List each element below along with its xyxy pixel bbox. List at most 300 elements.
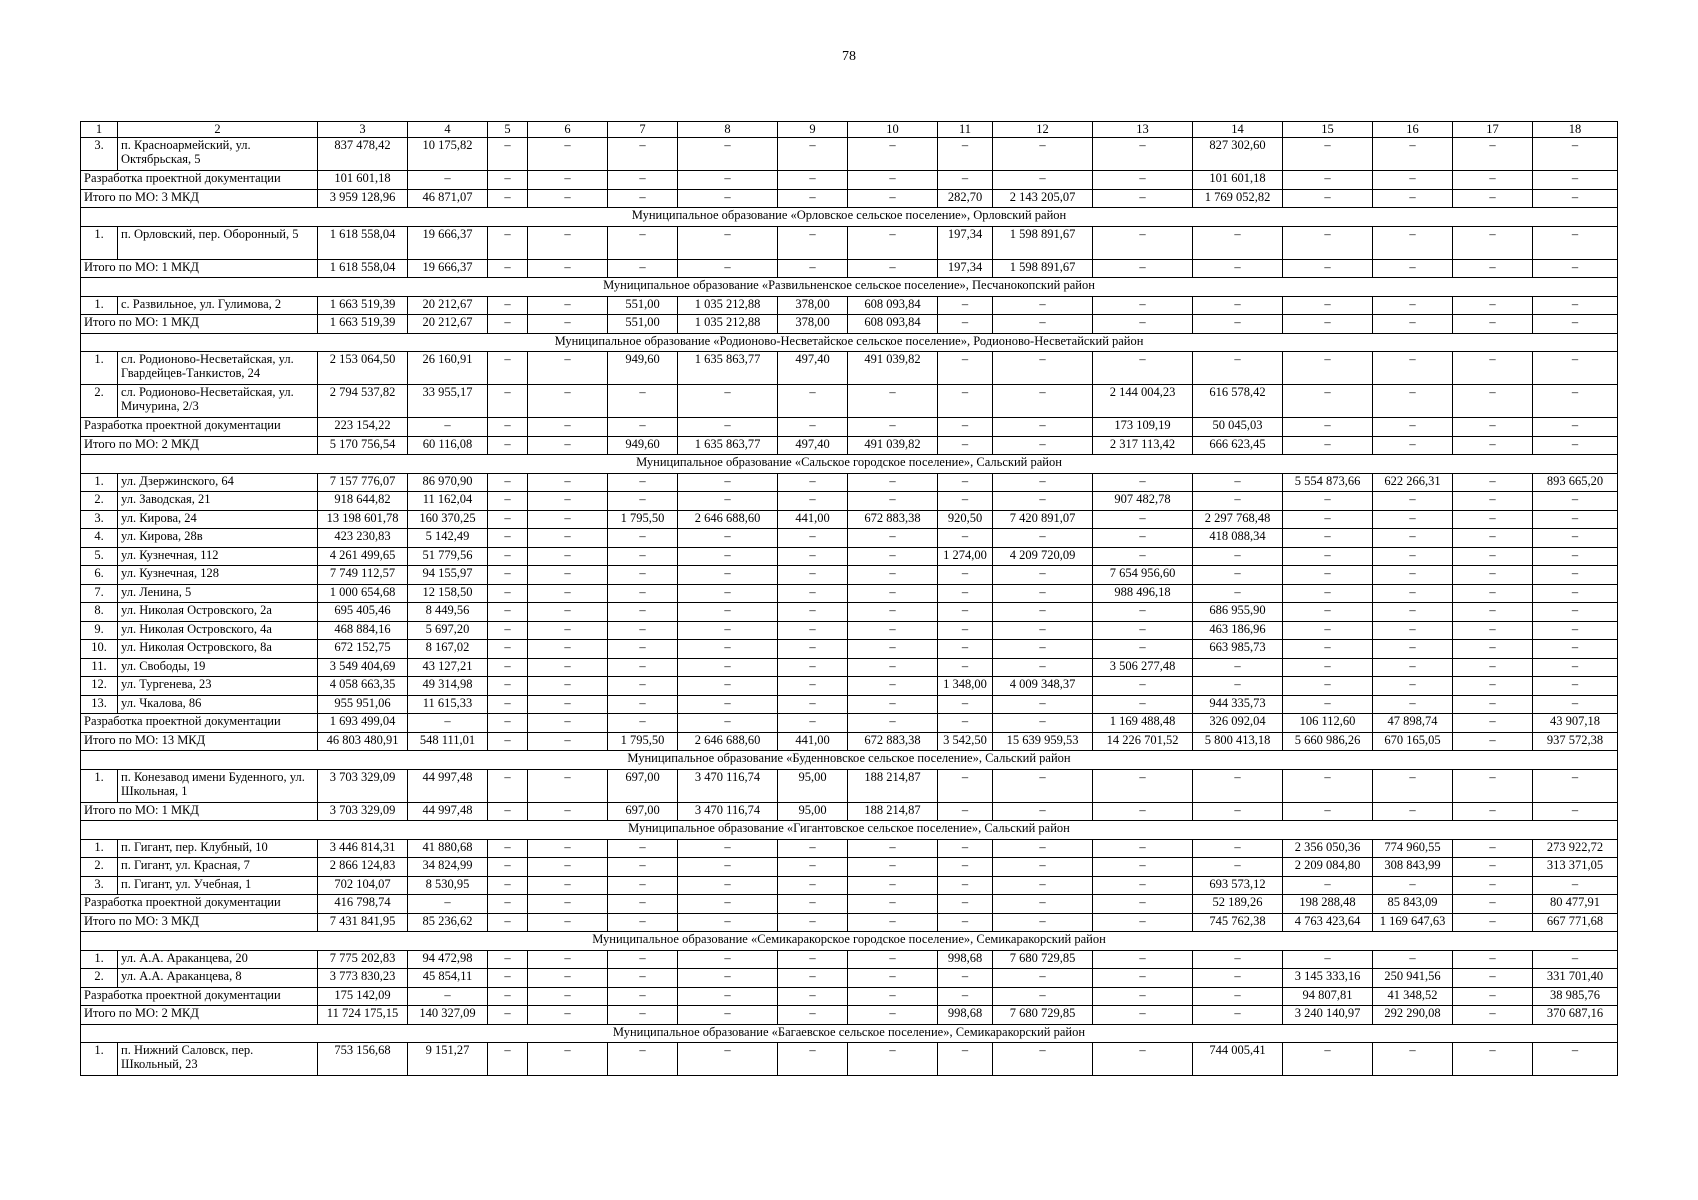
cell-col-13: –: [1093, 640, 1193, 659]
municipality-header-row: [81, 751, 1618, 770]
cell-col-17: –: [1453, 714, 1533, 733]
cell-col-5: –: [488, 529, 528, 548]
cell-col-8: –: [678, 259, 778, 278]
cell-col-18: –: [1533, 492, 1618, 511]
cell-col-3: 13 198 601,78: [318, 510, 408, 529]
cell-col-9: –: [778, 566, 848, 585]
header-cell-14: 14: [1193, 122, 1283, 138]
cell-col-11: –: [938, 418, 993, 437]
cell-col-13: –: [1093, 858, 1193, 877]
cell-col-6: –: [528, 913, 608, 932]
cell-col-11: –: [938, 895, 993, 914]
municipality-title: Муниципальное образование «Буденновское сельское поселение», Сальский район: [81, 751, 1618, 770]
cell-col-3: 7 749 112,57: [318, 566, 408, 585]
cell-col-14: –: [1193, 492, 1283, 511]
header-cell-3: 3: [318, 122, 408, 138]
cell-col-6: –: [528, 418, 608, 437]
cell-col-16: 41 348,52: [1373, 987, 1453, 1006]
cell-col-15: 3 145 333,16: [1283, 969, 1373, 988]
cell-col-7: –: [608, 529, 678, 548]
cell-col-8: –: [678, 1006, 778, 1025]
cell-col-9: –: [778, 385, 848, 418]
cell-col-3: 1 000 654,68: [318, 584, 408, 603]
cell-col-4: 41 880,68: [408, 839, 488, 858]
cell-col-12: –: [993, 695, 1093, 714]
cell-col-4: 49 314,98: [408, 677, 488, 696]
table-row: [81, 492, 1618, 511]
cell-col-5: –: [488, 769, 528, 802]
cell-col-12: –: [993, 621, 1093, 640]
cell-col-16: 622 266,31: [1373, 473, 1453, 492]
table-row: [81, 138, 1618, 171]
cell-col-6: –: [528, 226, 608, 259]
cell-col-9: –: [778, 418, 848, 437]
cell-col-7: –: [608, 492, 678, 511]
municipality-header-row: [81, 932, 1618, 951]
cell-col-4: 12 158,50: [408, 584, 488, 603]
cell-col-6: –: [528, 1006, 608, 1025]
cell-col-13: –: [1093, 895, 1193, 914]
cell-col-3: 7 775 202,83: [318, 950, 408, 969]
cell-col-18: –: [1533, 695, 1618, 714]
cell-col-17: –: [1453, 987, 1533, 1006]
cell-col-4: 20 212,67: [408, 315, 488, 334]
table-row: [81, 839, 1618, 858]
cell-col-13: –: [1093, 802, 1193, 821]
cell-col-7: –: [608, 876, 678, 895]
cell-col-16: 292 290,08: [1373, 1006, 1453, 1025]
cell-col-9: –: [778, 695, 848, 714]
cell-col-18: –: [1533, 189, 1618, 208]
cell-col-8: –: [678, 226, 778, 259]
cell-col-14: 827 302,60: [1193, 138, 1283, 171]
cell-col-3: 4 058 663,35: [318, 677, 408, 696]
cell-col-3: 175 142,09: [318, 987, 408, 1006]
address-cell: ул. Николая Островского, 4а: [118, 621, 318, 640]
cell-col-15: –: [1283, 492, 1373, 511]
cell-col-4: –: [408, 987, 488, 1006]
cell-col-3: 3 773 830,23: [318, 969, 408, 988]
cell-col-9: 497,40: [778, 436, 848, 455]
cell-col-3: 753 156,68: [318, 1043, 408, 1076]
cell-col-17: –: [1453, 226, 1533, 259]
cell-col-7: –: [608, 621, 678, 640]
row-number: 1.: [81, 839, 118, 858]
cell-col-8: 2 646 688,60: [678, 510, 778, 529]
cell-col-18: –: [1533, 658, 1618, 677]
row-number: 6.: [81, 566, 118, 585]
cell-col-13: –: [1093, 695, 1193, 714]
cell-col-8: –: [678, 839, 778, 858]
cell-col-10: –: [848, 566, 938, 585]
cell-col-4: 10 175,82: [408, 138, 488, 171]
cell-col-7: 551,00: [608, 315, 678, 334]
cell-col-17: –: [1453, 259, 1533, 278]
cell-col-14: –: [1193, 315, 1283, 334]
cell-col-11: –: [938, 1043, 993, 1076]
cell-col-17: –: [1453, 510, 1533, 529]
cell-col-3: 672 152,75: [318, 640, 408, 659]
cell-col-10: –: [848, 714, 938, 733]
cell-col-5: –: [488, 858, 528, 877]
cell-col-4: 85 236,62: [408, 913, 488, 932]
cell-col-18: –: [1533, 259, 1618, 278]
cell-col-16: –: [1373, 566, 1453, 585]
cell-col-7: –: [608, 658, 678, 677]
cell-col-11: 998,68: [938, 1006, 993, 1025]
cell-col-14: –: [1193, 769, 1283, 802]
cell-col-14: –: [1193, 473, 1283, 492]
cell-col-16: –: [1373, 385, 1453, 418]
cell-col-3: 11 724 175,15: [318, 1006, 408, 1025]
address-cell: п. Гигант, пер. Клубный, 10: [118, 839, 318, 858]
cell-col-15: –: [1283, 315, 1373, 334]
summary-row: [81, 418, 1618, 437]
cell-col-15: 5 660 986,26: [1283, 732, 1373, 751]
cell-col-8: –: [678, 658, 778, 677]
cell-col-17: –: [1453, 913, 1533, 932]
cell-col-15: –: [1283, 584, 1373, 603]
cell-col-6: –: [528, 969, 608, 988]
municipality-title: Муниципальное образование «Гигантовское сельское поселение», Сальский район: [81, 821, 1618, 840]
cell-col-3: 1 618 558,04: [318, 259, 408, 278]
cell-col-15: –: [1283, 603, 1373, 622]
row-number: 1.: [81, 352, 118, 385]
cell-col-6: –: [528, 876, 608, 895]
header-cell-6: 6: [528, 122, 608, 138]
cell-col-3: 3 446 814,31: [318, 839, 408, 858]
cell-col-5: –: [488, 695, 528, 714]
cell-col-13: 1 169 488,48: [1093, 714, 1193, 733]
cell-col-9: –: [778, 189, 848, 208]
cell-col-5: –: [488, 584, 528, 603]
cell-col-18: 43 907,18: [1533, 714, 1618, 733]
cell-col-6: –: [528, 436, 608, 455]
cell-col-14: –: [1193, 259, 1283, 278]
cell-col-14: 5 800 413,18: [1193, 732, 1283, 751]
cell-col-16: –: [1373, 315, 1453, 334]
header-cell-15: 15: [1283, 122, 1373, 138]
cell-col-13: –: [1093, 1043, 1193, 1076]
cell-col-6: –: [528, 189, 608, 208]
cell-col-9: –: [778, 584, 848, 603]
cell-col-6: –: [528, 640, 608, 659]
cell-col-13: –: [1093, 769, 1193, 802]
header-cell-18: 18: [1533, 122, 1618, 138]
cell-col-16: –: [1373, 677, 1453, 696]
cell-col-7: –: [608, 171, 678, 190]
header-cell-9: 9: [778, 122, 848, 138]
cell-col-11: –: [938, 913, 993, 932]
cell-col-14: –: [1193, 802, 1283, 821]
cell-col-4: 33 955,17: [408, 385, 488, 418]
cell-col-13: 7 654 956,60: [1093, 566, 1193, 585]
cell-col-13: –: [1093, 969, 1193, 988]
cell-col-13: –: [1093, 677, 1193, 696]
cell-col-15: –: [1283, 1043, 1373, 1076]
row-number: 3.: [81, 138, 118, 171]
cell-col-15: –: [1283, 677, 1373, 696]
table-row: [81, 677, 1618, 696]
cell-col-15: –: [1283, 566, 1373, 585]
cell-col-17: –: [1453, 584, 1533, 603]
summary-label: Итого по МО: 1 МКД: [81, 259, 318, 278]
cell-col-15: –: [1283, 259, 1373, 278]
cell-col-9: –: [778, 714, 848, 733]
table-row: [81, 510, 1618, 529]
cell-col-10: –: [848, 171, 938, 190]
cell-col-6: –: [528, 473, 608, 492]
address-cell: п. Гигант, ул. Учебная, 1: [118, 876, 318, 895]
cell-col-10: 491 039,82: [848, 436, 938, 455]
cell-col-13: 173 109,19: [1093, 418, 1193, 437]
cell-col-17: –: [1453, 352, 1533, 385]
cell-col-8: –: [678, 189, 778, 208]
cell-col-13: –: [1093, 138, 1193, 171]
cell-col-11: –: [938, 621, 993, 640]
cell-col-11: –: [938, 858, 993, 877]
cell-col-11: –: [938, 492, 993, 511]
cell-col-15: 3 240 140,97: [1283, 1006, 1373, 1025]
cell-col-8: –: [678, 566, 778, 585]
cell-col-7: –: [608, 987, 678, 1006]
cell-col-5: –: [488, 621, 528, 640]
cell-col-9: 378,00: [778, 315, 848, 334]
cell-col-4: –: [408, 418, 488, 437]
municipality-header-row: [81, 333, 1618, 352]
municipality-title: Муниципальное образование «Развильненское сельское поселение», Песчанокопский район: [81, 278, 1618, 297]
cell-col-11: –: [938, 315, 993, 334]
cell-col-18: –: [1533, 547, 1618, 566]
cell-col-8: –: [678, 695, 778, 714]
cell-col-16: 250 941,56: [1373, 969, 1453, 988]
cell-col-5: –: [488, 969, 528, 988]
header-row: [81, 122, 1618, 138]
cell-col-7: –: [608, 385, 678, 418]
cell-col-12: –: [993, 640, 1093, 659]
cell-col-15: 5 554 873,66: [1283, 473, 1373, 492]
cell-col-16: –: [1373, 1043, 1453, 1076]
cell-col-15: –: [1283, 436, 1373, 455]
cell-col-3: 4 261 499,65: [318, 547, 408, 566]
cell-col-3: 7 157 776,07: [318, 473, 408, 492]
cell-col-7: –: [608, 913, 678, 932]
cell-col-12: –: [993, 473, 1093, 492]
row-number: 11.: [81, 658, 118, 677]
cell-col-7: –: [608, 603, 678, 622]
table-row: [81, 584, 1618, 603]
cell-col-18: –: [1533, 436, 1618, 455]
row-number: 7.: [81, 584, 118, 603]
summary-label: Итого по МО: 1 МКД: [81, 315, 318, 334]
cell-col-4: 5 142,49: [408, 529, 488, 548]
address-cell: п. Гигант, ул. Красная, 7: [118, 858, 318, 877]
cell-col-5: –: [488, 352, 528, 385]
cell-col-8: –: [678, 492, 778, 511]
cell-col-12: –: [993, 138, 1093, 171]
cell-col-17: –: [1453, 895, 1533, 914]
summary-label: Итого по МО: 2 МКД: [81, 1006, 318, 1025]
cell-col-12: 7 420 891,07: [993, 510, 1093, 529]
cell-col-11: 3 542,50: [938, 732, 993, 751]
cell-col-14: 463 186,96: [1193, 621, 1283, 640]
cell-col-10: 672 883,38: [848, 732, 938, 751]
cell-col-18: –: [1533, 621, 1618, 640]
cell-col-7: –: [608, 189, 678, 208]
header-cell-5: 5: [488, 122, 528, 138]
cell-col-9: –: [778, 226, 848, 259]
cell-col-17: –: [1453, 769, 1533, 802]
address-cell: п. Орловский, пер. Оборонный, 5: [118, 226, 318, 259]
cell-col-17: –: [1453, 473, 1533, 492]
cell-col-11: 197,34: [938, 259, 993, 278]
cell-col-15: –: [1283, 640, 1373, 659]
cell-col-9: –: [778, 603, 848, 622]
cell-col-14: –: [1193, 677, 1283, 696]
cell-col-3: 101 601,18: [318, 171, 408, 190]
cell-col-18: –: [1533, 584, 1618, 603]
cell-col-16: –: [1373, 876, 1453, 895]
cell-col-15: –: [1283, 510, 1373, 529]
cell-col-6: –: [528, 529, 608, 548]
cell-col-4: 8 530,95: [408, 876, 488, 895]
cell-col-17: –: [1453, 876, 1533, 895]
cell-col-12: –: [993, 315, 1093, 334]
cell-col-17: –: [1453, 695, 1533, 714]
cell-col-5: –: [488, 547, 528, 566]
cell-col-8: –: [678, 987, 778, 1006]
cell-col-18: 273 922,72: [1533, 839, 1618, 858]
cell-col-13: –: [1093, 259, 1193, 278]
cell-col-15: –: [1283, 950, 1373, 969]
cell-col-17: –: [1453, 529, 1533, 548]
cell-col-6: –: [528, 315, 608, 334]
summary-label: Итого по МО: 3 МКД: [81, 913, 318, 932]
cell-col-12: –: [993, 584, 1093, 603]
cell-col-18: 38 985,76: [1533, 987, 1618, 1006]
row-number: 5.: [81, 547, 118, 566]
cell-col-7: 697,00: [608, 802, 678, 821]
cell-col-14: 744 005,41: [1193, 1043, 1283, 1076]
cell-col-9: –: [778, 858, 848, 877]
cell-col-5: –: [488, 640, 528, 659]
cell-col-5: –: [488, 950, 528, 969]
cell-col-10: –: [848, 876, 938, 895]
cell-col-4: 44 997,48: [408, 769, 488, 802]
address-cell: сл. Родионово-Несветайская, ул. Мичурина, 2/3: [118, 385, 318, 418]
cell-col-14: 663 985,73: [1193, 640, 1283, 659]
cell-col-3: 702 104,07: [318, 876, 408, 895]
cell-col-12: –: [993, 1043, 1093, 1076]
cell-col-15: 2 356 050,36: [1283, 839, 1373, 858]
cell-col-17: –: [1453, 566, 1533, 585]
cell-col-8: –: [678, 603, 778, 622]
cell-col-9: –: [778, 876, 848, 895]
cell-col-6: –: [528, 171, 608, 190]
cell-col-3: 1 663 519,39: [318, 315, 408, 334]
cell-col-7: –: [608, 473, 678, 492]
cell-col-3: 416 798,74: [318, 895, 408, 914]
cell-col-17: –: [1453, 640, 1533, 659]
cell-col-4: 45 854,11: [408, 969, 488, 988]
cell-col-9: –: [778, 529, 848, 548]
cell-col-17: –: [1453, 677, 1533, 696]
cell-col-18: –: [1533, 529, 1618, 548]
cell-col-8: –: [678, 547, 778, 566]
cell-col-15: –: [1283, 802, 1373, 821]
table-row: [81, 385, 1618, 418]
cell-col-10: –: [848, 584, 938, 603]
cell-col-7: –: [608, 839, 678, 858]
cell-col-11: –: [938, 876, 993, 895]
cell-col-18: –: [1533, 640, 1618, 659]
cell-col-17: –: [1453, 189, 1533, 208]
cell-col-11: –: [938, 171, 993, 190]
address-cell: ул. Заводская, 21: [118, 492, 318, 511]
cell-col-15: –: [1283, 226, 1373, 259]
cell-col-17: –: [1453, 1043, 1533, 1076]
cell-col-11: –: [938, 566, 993, 585]
header-cell-1: 1: [81, 122, 118, 138]
cell-col-6: –: [528, 547, 608, 566]
cell-col-9: 441,00: [778, 732, 848, 751]
cell-col-8: –: [678, 677, 778, 696]
cell-col-12: –: [993, 385, 1093, 418]
table-row: [81, 352, 1618, 385]
cell-col-8: –: [678, 714, 778, 733]
cell-col-5: –: [488, 1006, 528, 1025]
table-row: [81, 473, 1618, 492]
cell-col-16: –: [1373, 436, 1453, 455]
cell-col-7: –: [608, 858, 678, 877]
cell-col-5: –: [488, 876, 528, 895]
cell-col-3: 837 478,42: [318, 138, 408, 171]
cell-col-8: 2 646 688,60: [678, 732, 778, 751]
cell-col-3: 3 549 404,69: [318, 658, 408, 677]
municipality-header-row: [81, 208, 1618, 227]
cell-col-14: 944 335,73: [1193, 695, 1283, 714]
summary-label: Разработка проектной документации: [81, 895, 318, 914]
cell-col-17: –: [1453, 171, 1533, 190]
cell-col-16: –: [1373, 189, 1453, 208]
cell-col-14: –: [1193, 584, 1283, 603]
cell-col-10: –: [848, 1006, 938, 1025]
cell-col-10: –: [848, 895, 938, 914]
cell-col-4: 60 116,08: [408, 436, 488, 455]
table-row: [81, 529, 1618, 548]
cell-col-18: –: [1533, 769, 1618, 802]
cell-col-14: 693 573,12: [1193, 876, 1283, 895]
cell-col-11: –: [938, 695, 993, 714]
municipality-header-row: [81, 1024, 1618, 1043]
cell-col-11: –: [938, 436, 993, 455]
cell-col-10: 188 214,87: [848, 769, 938, 802]
cell-col-10: –: [848, 695, 938, 714]
cell-col-12: 1 598 891,67: [993, 259, 1093, 278]
cell-col-10: –: [848, 621, 938, 640]
cell-col-7: –: [608, 714, 678, 733]
cell-col-6: –: [528, 839, 608, 858]
header-cell-17: 17: [1453, 122, 1533, 138]
cell-col-17: –: [1453, 969, 1533, 988]
cell-col-18: –: [1533, 603, 1618, 622]
data-table: [80, 121, 1618, 1076]
table-row: [81, 547, 1618, 566]
cell-col-7: –: [608, 418, 678, 437]
cell-col-17: –: [1453, 802, 1533, 821]
summary-label: Разработка проектной документации: [81, 987, 318, 1006]
cell-col-8: –: [678, 529, 778, 548]
